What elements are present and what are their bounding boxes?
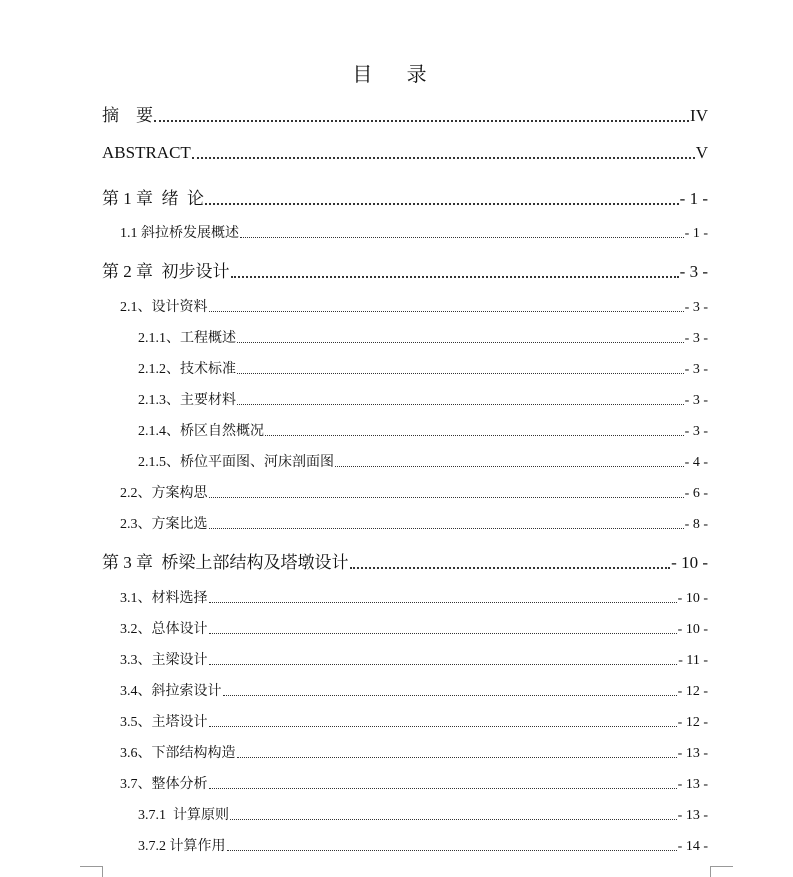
- toc-entry-label: 3.7.2 计算作用: [138, 839, 226, 854]
- toc-entry-label: 3.6、下部结构构造: [120, 746, 236, 761]
- toc-entry-3-4[interactable]: [120, 680, 708, 700]
- toc-entry-label: 第 3 章 桥梁上部结构及塔墩设计: [102, 553, 349, 572]
- toc-entry-label: 3.7.1 计算原则: [138, 808, 229, 823]
- toc-leader-dots: [209, 633, 677, 634]
- toc-entry-page: - 13 -: [677, 746, 708, 761]
- toc-leader-dots: [237, 404, 684, 405]
- toc-leader-dots: [209, 664, 678, 665]
- toc-leader-dots: [227, 850, 677, 851]
- toc-entry-label: 2.1.5、桥位平面图、河床剖面图: [138, 455, 334, 470]
- toc-entry-page: - 10 -: [677, 591, 708, 606]
- toc-entry-label: 第 2 章 初步设计: [102, 262, 230, 281]
- toc-entry-page: - 12 -: [677, 715, 708, 730]
- toc-entry-chapter-2[interactable]: [102, 257, 708, 282]
- toc-entry-page: - 1 -: [679, 189, 708, 208]
- toc-leader-dots: [237, 757, 677, 758]
- toc-entry-label: 2.1.4、桥区自然概况: [138, 424, 264, 439]
- toc-leader-dots: [230, 819, 677, 820]
- toc-leader-dots: [209, 788, 677, 789]
- toc-leader-dots: [205, 203, 679, 205]
- toc-leader-dots: [231, 276, 679, 278]
- toc-leader-dots: [240, 237, 684, 238]
- toc-entry-label: 摘 要: [102, 106, 153, 125]
- toc-entry-label: 1.1 斜拉桥发展概述: [120, 226, 239, 241]
- toc-entry-page: - 6 -: [684, 486, 708, 501]
- toc-entry-2-1-3[interactable]: [138, 389, 708, 409]
- toc-leader-dots: [223, 695, 677, 696]
- toc-leader-dots: [154, 120, 689, 122]
- toc-entry-page: - 3 -: [684, 362, 708, 377]
- toc-entry-label: 3.5、主塔设计: [120, 715, 208, 730]
- toc-leader-dots: [335, 466, 684, 467]
- toc-entry-page: - 3 -: [679, 262, 708, 281]
- toc-entry-label: 第 1 章 绪 论: [102, 189, 204, 208]
- toc-entry-label: 2.1.2、技术标准: [138, 362, 236, 377]
- toc-entry-page: - 12 -: [677, 684, 708, 699]
- toc-entry-2-1-2[interactable]: [138, 358, 708, 378]
- toc-entry-chapter-3[interactable]: [102, 548, 708, 573]
- toc-entry-label: ABSTRACT: [102, 143, 191, 162]
- toc-entry-label: 2.1.3、主要材料: [138, 393, 236, 408]
- toc-entry-label: 3.4、斜拉索设计: [120, 684, 222, 699]
- toc-entry-3-3[interactable]: [120, 649, 708, 669]
- toc-entry-2-3[interactable]: [120, 513, 708, 533]
- toc-title: 目 录: [352, 62, 441, 86]
- toc-entry-page: - 11 -: [678, 653, 708, 668]
- toc-entry-label: 3.1、材料选择: [120, 591, 208, 606]
- toc-leader-dots: [209, 602, 677, 603]
- toc-entry-label: 2.3、方案比选: [120, 517, 208, 532]
- page-margin-corner-left: [80, 866, 103, 877]
- toc-entry-label: 3.2、总体设计: [120, 622, 208, 637]
- toc-entry-label: 3.7、整体分析: [120, 777, 208, 792]
- toc-entry-page: - 3 -: [684, 331, 708, 346]
- toc-entry-label: 3.3、主梁设计: [120, 653, 208, 668]
- toc-entry-3-7[interactable]: [120, 773, 708, 793]
- page-margin-corner-right: [710, 866, 733, 877]
- toc-entry-2-1-1[interactable]: [138, 327, 708, 347]
- toc-entry-chapter-1[interactable]: [102, 184, 708, 209]
- toc-entry-label: 2.1.1、工程概述: [138, 331, 236, 346]
- toc-entry-abstract-cn[interactable]: [102, 101, 708, 126]
- toc-leader-dots: [350, 567, 671, 569]
- toc-entry-page: - 10 -: [671, 553, 708, 572]
- toc-entry-page: - 3 -: [684, 393, 708, 408]
- toc-entry-page: IV: [690, 106, 708, 125]
- toc-entry-3-6[interactable]: [120, 742, 708, 762]
- toc-entry-3-7-1[interactable]: [138, 804, 708, 824]
- toc-entry-2-2[interactable]: [120, 482, 708, 502]
- toc-leader-dots: [237, 342, 684, 343]
- toc-entry-2-1-4[interactable]: [138, 420, 708, 440]
- toc-entry-3-1[interactable]: [120, 587, 708, 607]
- toc-leader-dots: [209, 528, 684, 529]
- toc-entry-page: - 14 -: [677, 839, 708, 854]
- toc-leader-dots: [209, 497, 684, 498]
- toc-entry-page: - 3 -: [684, 424, 708, 439]
- toc-entry-page: - 13 -: [677, 808, 708, 823]
- toc-entry-page: - 10 -: [677, 622, 708, 637]
- toc-leader-dots: [237, 373, 684, 374]
- toc-leader-dots: [265, 435, 684, 436]
- toc-entry-page: - 3 -: [684, 300, 708, 315]
- toc-leader-dots: [209, 726, 677, 727]
- toc-entry-label: 2.2、方案构思: [120, 486, 208, 501]
- toc-entry-2-1[interactable]: [120, 296, 708, 316]
- toc-entry-page: - 1 -: [684, 226, 708, 241]
- toc-entry-3-5[interactable]: [120, 711, 708, 731]
- toc-entry-3-7-2[interactable]: [138, 835, 708, 855]
- toc-entry-page: - 4 -: [684, 455, 708, 470]
- toc-entry-page: - 8 -: [684, 517, 708, 532]
- toc-leader-dots: [192, 157, 695, 159]
- toc-leader-dots: [209, 311, 684, 312]
- toc-entry-2-1-5[interactable]: [138, 451, 708, 471]
- toc-entry-3-2[interactable]: [120, 618, 708, 638]
- toc-entry-abstract-en[interactable]: [102, 143, 708, 163]
- toc-entry-label: 2.1、设计资料: [120, 300, 208, 315]
- toc-entry-1-1[interactable]: [120, 222, 708, 242]
- toc-entry-page: V: [695, 143, 708, 162]
- toc-entry-page: - 13 -: [677, 777, 708, 792]
